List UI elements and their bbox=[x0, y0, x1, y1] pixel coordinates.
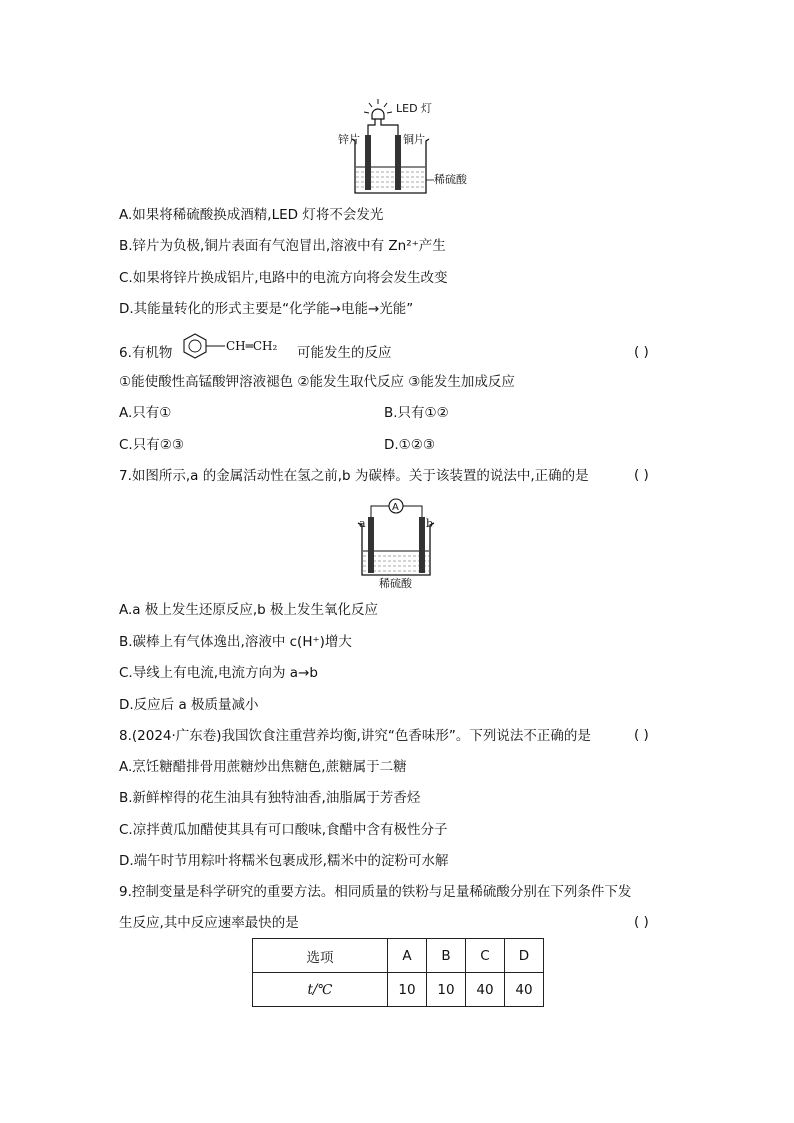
table-cell: 10 bbox=[427, 973, 466, 1007]
acid-label: 稀硫酸 bbox=[379, 577, 412, 590]
q8-option-d: D.端午时节用粽叶将糯米包裹成形,糯米中的淀粉可水解 bbox=[119, 853, 449, 869]
led-bulb-icon bbox=[364, 99, 392, 119]
q7-option-c: C.导线上有电流,电流方向为 a→b bbox=[119, 665, 318, 681]
table-header-cell: A bbox=[388, 939, 427, 973]
acid-label: 稀硫酸 bbox=[434, 173, 467, 186]
q9-stem-line1: 9.控制变量是科学研究的重要方法。相同质量的铁粉与足量稀硫酸分别在下列条件下发 bbox=[119, 884, 632, 900]
q5-option-d: D.其能量转化的形式主要是“化学能→电能→光能” bbox=[119, 301, 414, 317]
ammeter-icon bbox=[389, 499, 403, 513]
table-row bbox=[253, 973, 544, 1007]
benzene-ring-icon bbox=[184, 334, 206, 358]
table-row bbox=[253, 939, 544, 973]
table-cell: 40 bbox=[505, 973, 544, 1007]
q9-answer-paren: ( ) bbox=[634, 914, 649, 930]
table-header-cell: B bbox=[427, 939, 466, 973]
q6-option-b: B.只有①② bbox=[384, 405, 449, 421]
table-header-cell: C bbox=[466, 939, 505, 973]
q8-answer-paren: ( ) bbox=[634, 727, 649, 743]
zinc-label: 锌片 bbox=[338, 133, 360, 146]
q7-option-d: D.反应后 a 极质量减小 bbox=[119, 697, 259, 713]
q7-option-a: A.a 极上发生还原反应,b 极上发生氧化反应 bbox=[119, 602, 379, 618]
electrode-b-label: b bbox=[426, 517, 434, 530]
electrode-a-label: a bbox=[359, 517, 366, 530]
q8-option-a: A.烹饪糖醋排骨用蔗糖炒出焦糖色,蔗糖属于二糖 bbox=[119, 759, 407, 775]
q9-stem-line2: 生反应,其中反应速率最快的是 bbox=[119, 915, 299, 931]
q8-stem: 8.(2024·广东卷)我国饮食注重营养均衡,讲究“色香味形”。下列说法不正确的是 bbox=[119, 728, 591, 744]
q6-option-c: C.只有②③ bbox=[119, 437, 184, 453]
q7-answer-paren: ( ) bbox=[634, 467, 649, 483]
table-header-cell: D bbox=[505, 939, 544, 973]
table-cell: 40 bbox=[466, 973, 505, 1007]
table-cell: 10 bbox=[388, 973, 427, 1007]
q6-stem-suffix: 可能发生的反应 bbox=[297, 345, 392, 361]
copper-label: 铜片 bbox=[403, 133, 425, 146]
q8-option-c: C.凉拌黄瓜加醋使其具有可口酸味,食醋中含有极性分子 bbox=[119, 822, 448, 838]
vinyl-group-text: CH═CH₂ bbox=[226, 339, 278, 353]
galvanic-cell-diagram bbox=[356, 495, 436, 591]
q7-stem: 7.如图所示,a 的金属活动性在氢之前,b 为碳棒。关于该装置的说法中,正确的是 bbox=[119, 468, 589, 484]
q8-option-b: B.新鲜榨得的花生油具有独特油香,油脂属于芳香烃 bbox=[119, 790, 421, 806]
q9-conditions-table bbox=[252, 938, 544, 1007]
q6-answer-paren: ( ) bbox=[634, 344, 649, 360]
q6-statements: ①能使酸性高锰酸钾溶液褪色 ②能发生取代反应 ③能发生加成反应 bbox=[119, 374, 515, 390]
q5-option-a: A.如果将稀硫酸换成酒精,LED 灯将不会发光 bbox=[119, 207, 384, 223]
q6-stem-prefix: 6.有机物 bbox=[119, 345, 173, 361]
q6-option-a: A.只有① bbox=[119, 405, 172, 421]
svg-text:A: A bbox=[392, 502, 399, 513]
q5-option-c: C.如果将锌片换成铝片,电路中的电流方向将会发生改变 bbox=[119, 270, 448, 286]
q6-option-d: D.①②③ bbox=[384, 437, 435, 453]
led-label: LED 灯 bbox=[396, 102, 433, 115]
table-cell: t/℃ bbox=[253, 973, 388, 1007]
table-header-cell: 选项 bbox=[253, 939, 388, 973]
q7-option-b: B.碳棒上有气体逸出,溶液中 c(H⁺)增大 bbox=[119, 634, 352, 650]
styrene-structure bbox=[181, 331, 291, 361]
q5-option-b: B.锌片为负极,铜片表面有气泡冒出,溶液中有 Zn²⁺产生 bbox=[119, 238, 446, 254]
led-cell-diagram bbox=[330, 95, 480, 199]
